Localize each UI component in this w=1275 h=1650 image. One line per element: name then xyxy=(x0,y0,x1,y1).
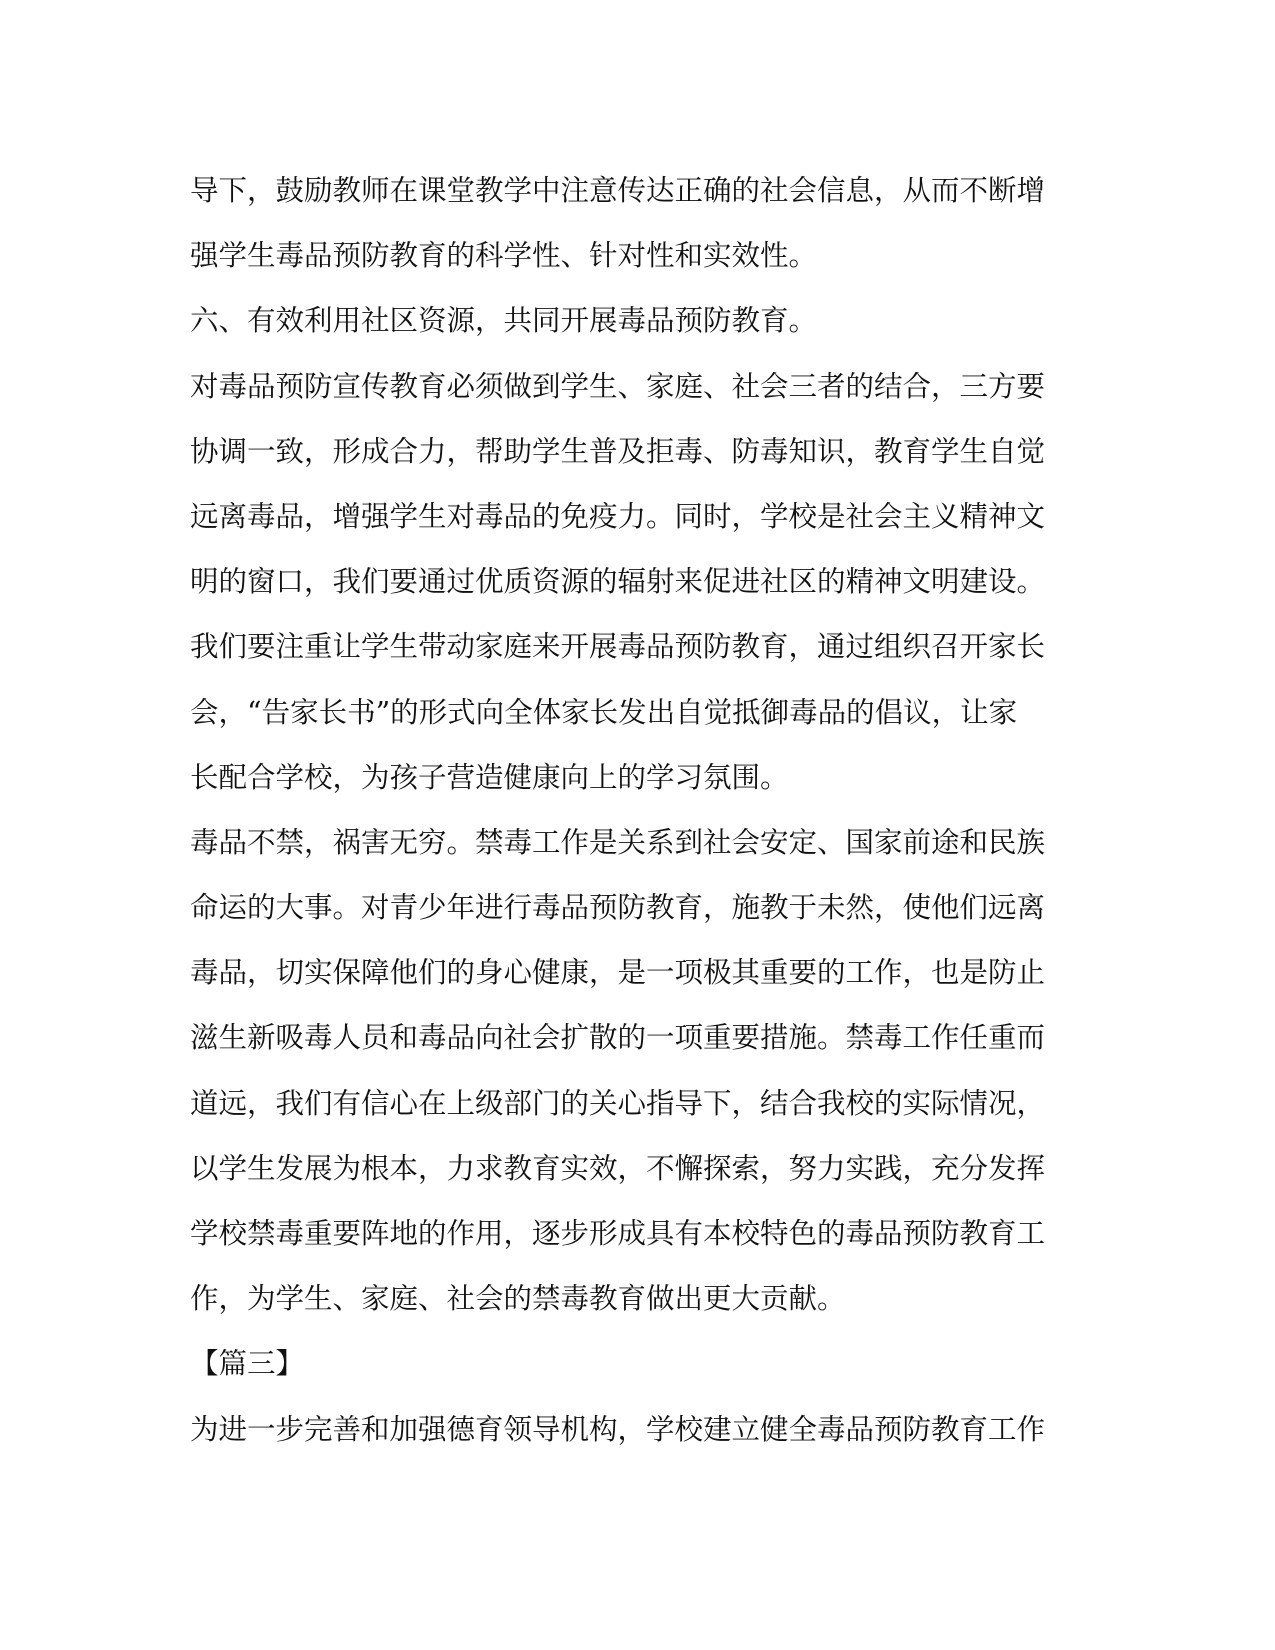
text-line: 长配合学校，为孩子营造健康向上的学习氛围。 xyxy=(190,760,789,794)
text-line: 以学生发展为根本，力求教育实效，不懈探索，努力实践，充分发挥 xyxy=(190,1151,1046,1185)
text-line: 我们要注重让学生带动家庭来开展毒品预防教育，通过组织召开家长 xyxy=(190,630,1046,664)
text-line: 学校禁毒重要阵地的作用，逐步形成具有本校特色的毒品预防教育工 xyxy=(190,1217,1046,1250)
text-line: 毒品，切实保障他们的身心健康，是一项极其重要的工作，也是防止 xyxy=(190,956,1046,990)
text-line: 远离毒品，增强学生对毒品的免疫力。同时，学校是社会主义精神文 xyxy=(190,499,1046,533)
text-line: 明的窗口，我们要通过优质资源的辐射来促进社区的精神文明建设。 xyxy=(190,565,1046,599)
text-line: 为进一步完善和加强德育领导机构，学校建立健全毒品预防教育工作 xyxy=(190,1412,1046,1446)
text-line: 强学生毒品预防教育的科学性、针对性和实效性。 xyxy=(190,239,818,273)
section-marker: 【篇三】 xyxy=(190,1347,305,1381)
text-line: 协调一致，形成合力，帮助学生普及拒毒、防毒知识，教育学生自觉 xyxy=(190,434,1046,468)
text-line: 导下，鼓励教师在课堂教学中注意传达正确的社会信息，从而不断增 xyxy=(190,174,1046,207)
section-heading: 六、有效利用社区资源，共同开展毒品预防教育。 xyxy=(190,304,818,338)
body-text xyxy=(190,158,1070,1462)
text-line: 对毒品预防宣传教育必须做到学生、家庭、社会三者的结合，三方要 xyxy=(190,369,1046,403)
text-line: 道远，我们有信心在上级部门的关心指导下，结合我校的实际情况， xyxy=(190,1086,1046,1120)
text-line: 命运的大事。对青少年进行毒品预防教育，施教于未然，使他们远离 xyxy=(190,891,1046,925)
text-line: 作，为学生、家庭、社会的禁毒教育做出更大贡献。 xyxy=(190,1282,846,1316)
text-line: 毒品不禁，祸害无穷。禁毒工作是关系到社会安定、国家前途和民族 xyxy=(190,825,1046,859)
text-line: 会，“告家长书”的形式向全体家长发出自觉抵御毒品的倡议，让家 xyxy=(190,695,1018,729)
text-line: 滋生新吸毒人员和毒品向社会扩散的一项重要措施。禁毒工作任重而 xyxy=(190,1021,1046,1055)
